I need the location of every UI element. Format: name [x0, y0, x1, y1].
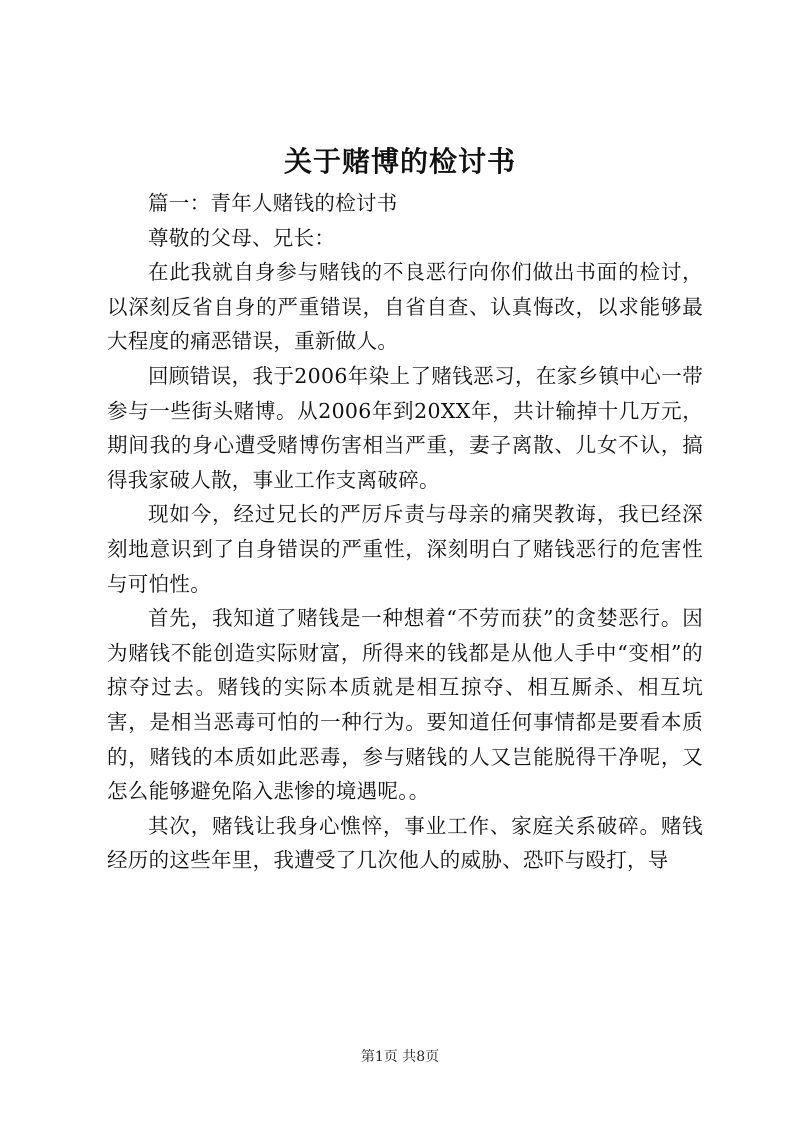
- salutation: 尊敬的父母、兄长：: [148, 225, 336, 250]
- page-number-footer: 第1页 共8页: [360, 1049, 440, 1065]
- document-title: 关于赌博的检讨书: [283, 145, 516, 178]
- body-paragraph: 现如今，经过兄长的严厉斥责与母亲的痛哭教诲，我已经深刻地意识到了自身错误的严重性，深刻明白了赌钱恶行的危害性与可怕性。: [107, 502, 703, 596]
- body-paragraph: 在此我就自身参与赌钱的不良恶行向你们做出书面的检讨，以深刻反省自身的严重错误，自省自查、认真悔改，以求能够最大程度的痛恶错误，重新做人。: [107, 260, 703, 354]
- body-paragraph: 其次，赌钱让我身心憔悴，事业工作、家庭关系破碎。赌钱经历的这些年里，我遭受了几次他人的威胁、恐吓与殴打，导: [107, 813, 703, 873]
- document-body: [107, 186, 703, 878]
- section-heading: 篇一：青年人赌钱的检讨书: [148, 191, 398, 215]
- body-paragraph: 首先，我知道了赌钱是一种想着“不劳而获”的贪婪恶行。因为赌钱不能创造实际财富，所得来的钱都是从他人手中“变相”的掠夺过去。赌钱的实际本质就是相互掠夺、相互厮杀、相互坑害，是相当恶毒可怕的一种行为。要知道任何事情都是要看本质的，赌钱的本质如此恶毒，参与赌钱的人又岂能脱得干净呢，又怎么能够避免陷入悲惨的境遇呢。。: [107, 606, 703, 804]
- body-paragraph: 回顾错误，我于2006年染上了赌钱恶习，在家乡镇中心一带参与一些街头赌博。从2006年到20XX年，共计输掉十几万元，期间我的身心遭受赌博伤害相当严重，妻子离散、儿女不认，搞得我家破人散，事业工作支离破碎。: [107, 363, 703, 492]
